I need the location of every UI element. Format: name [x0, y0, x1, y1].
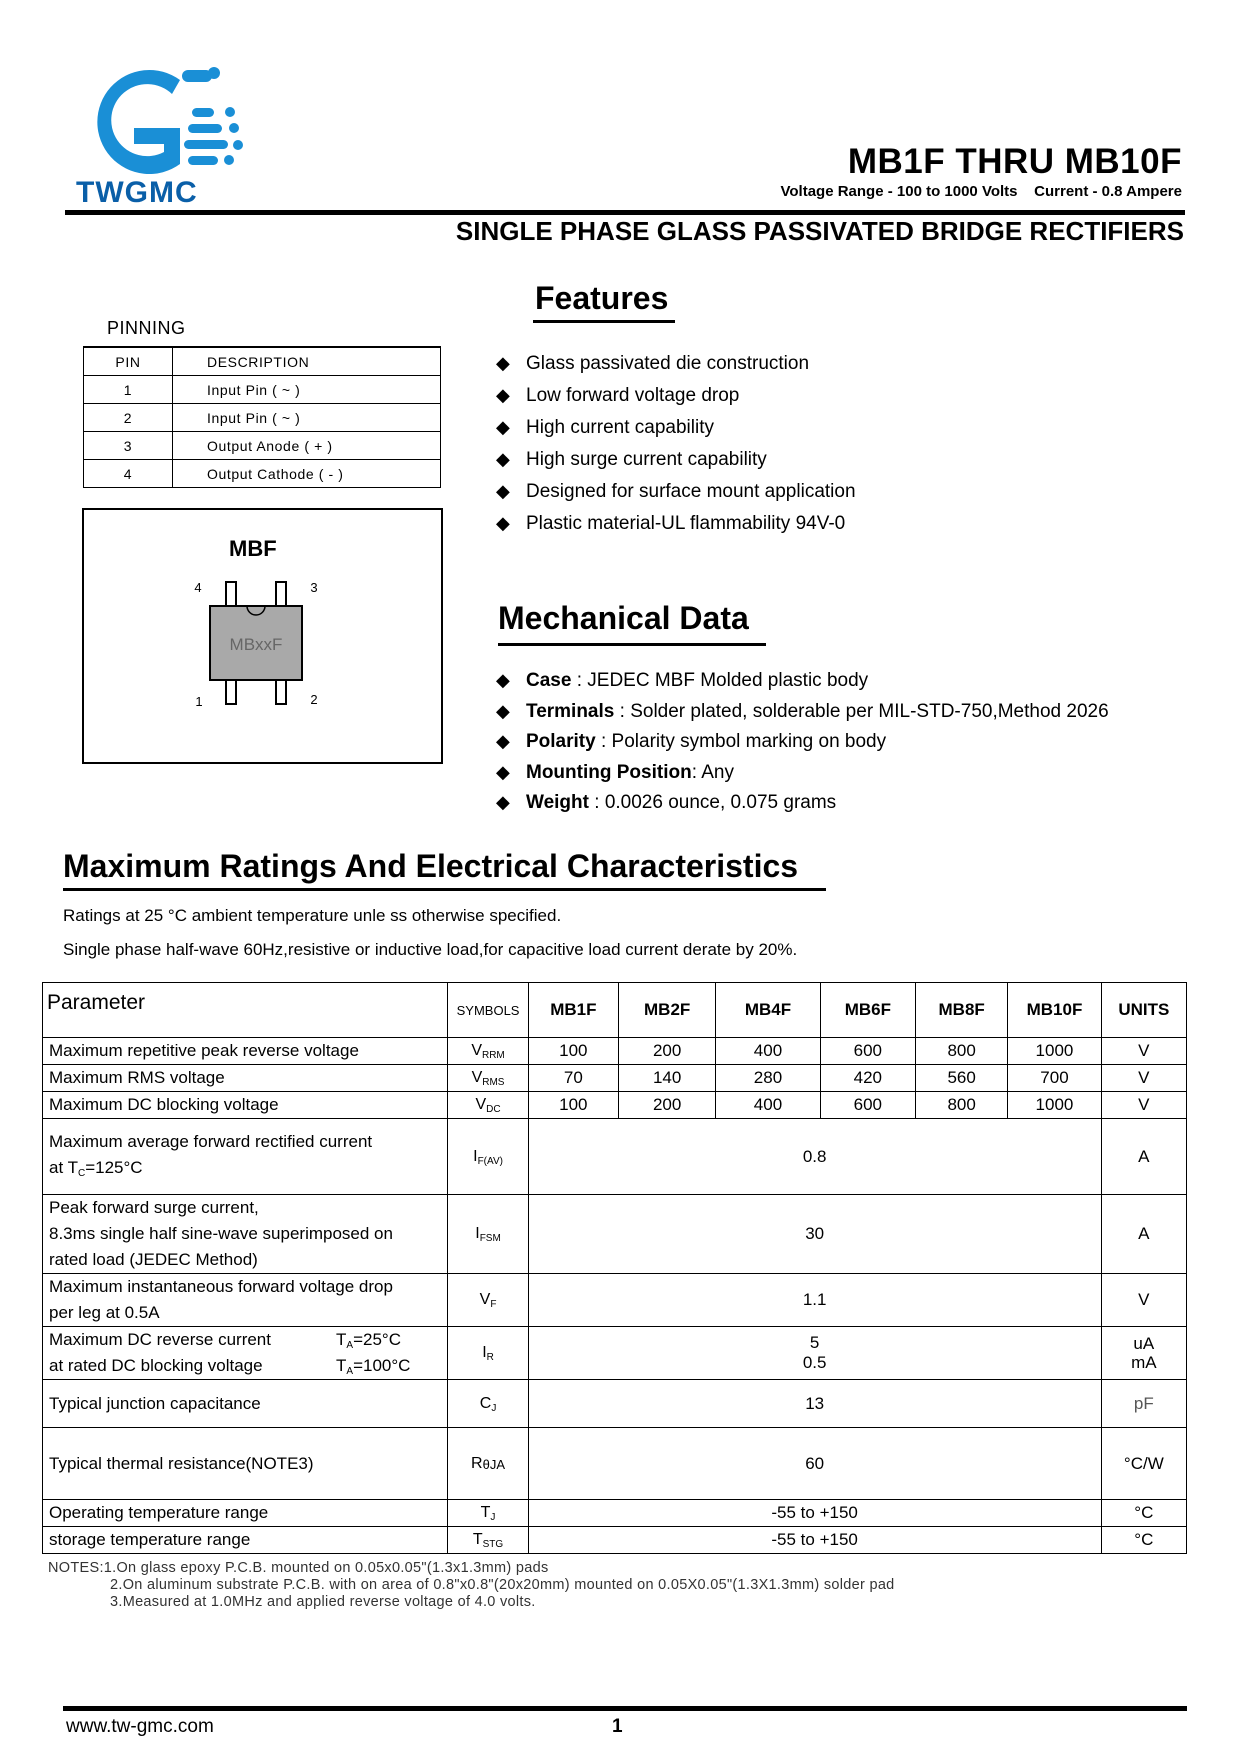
- value-cell: 600: [820, 1038, 915, 1065]
- pinning-header-row: [84, 347, 441, 376]
- value-cell: 100: [528, 1038, 618, 1065]
- model-header: MB10F: [1008, 983, 1101, 1038]
- mech-text: JEDEC MBF Molded plastic body: [587, 670, 869, 691]
- unit-cell: V: [1101, 1274, 1186, 1327]
- table-row: [43, 1038, 1187, 1065]
- param-text: at T: [49, 1158, 78, 1177]
- symbol-main: I: [482, 1344, 487, 1361]
- list-item: [496, 669, 1109, 700]
- mechanical-list: [496, 669, 1109, 822]
- unit-cell: °C: [1101, 1527, 1186, 1554]
- package-title: MBF: [229, 536, 277, 561]
- diamond-bullet-icon: ◆: [496, 700, 510, 721]
- description-header: DESCRIPTION: [173, 347, 441, 376]
- symbol-cell: [448, 1119, 528, 1195]
- mech-label: Terminals: [526, 700, 615, 722]
- feature-text: High surge current capability: [526, 449, 767, 470]
- cond-sub: A: [346, 1340, 354, 1351]
- param-cell: [43, 1195, 448, 1274]
- symbol-cell: [448, 1038, 528, 1065]
- param-line: Maximum instantaneous forward voltage drop: [49, 1277, 393, 1296]
- cond-text: T: [336, 1356, 347, 1375]
- footer-website[interactable]: www.tw-gmc.com: [66, 1716, 214, 1737]
- model-header: MB8F: [916, 983, 1008, 1038]
- list-item: [496, 480, 856, 512]
- value-line: 0.5: [802, 1353, 827, 1372]
- symbol-cell: [448, 1195, 528, 1274]
- company-logo: [68, 60, 248, 210]
- features-list: [496, 352, 856, 544]
- mech-sep: :: [595, 731, 612, 752]
- symbol-sub: RRM: [481, 1050, 505, 1061]
- value-cell: 560: [916, 1065, 1008, 1092]
- diamond-bullet-icon: ◆: [496, 670, 510, 690]
- mech-text: 0.0026 ounce, 0.075 grams: [604, 792, 837, 813]
- symbol-sub: R: [486, 1352, 494, 1363]
- param-sub: C: [77, 1168, 86, 1179]
- param-condition: [336, 1353, 410, 1382]
- footnotes: [48, 1560, 895, 1611]
- pin-description: Output Cathode ( - ): [173, 460, 441, 488]
- symbol-main: T: [472, 1531, 483, 1548]
- pin-header: PIN: [84, 347, 173, 376]
- table-row: [84, 432, 441, 460]
- features-underline: [533, 320, 675, 323]
- param-line: [49, 1327, 447, 1353]
- list-item: [496, 448, 856, 480]
- mech-label: Case: [526, 670, 572, 691]
- table-row: [43, 1274, 1187, 1327]
- mech-text: Solder plated, solderable per MIL-STD-750,Method 2026: [630, 700, 1109, 722]
- value-cell: 280: [716, 1065, 820, 1092]
- param-line: rated load (JEDEC Method): [49, 1250, 258, 1269]
- value-cell: 800: [916, 1038, 1008, 1065]
- part-title: MB1F THRU MB10F: [847, 142, 1182, 181]
- units-header: UNITS: [1101, 983, 1186, 1038]
- param-line: Peak forward surge current,: [49, 1198, 259, 1217]
- diamond-bullet-icon: ◆: [496, 385, 510, 405]
- pin-label-1: 1: [195, 694, 203, 709]
- symbol-main: R: [471, 1454, 483, 1472]
- ratings-note-1: Ratings at 25 °C ambient temperature unle ss otherwise specified.: [63, 906, 562, 925]
- value-cell: 1000: [1008, 1038, 1101, 1065]
- pin-label-3: 3: [310, 580, 318, 595]
- feature-text: Low forward voltage drop: [526, 385, 740, 406]
- symbol-sub: J: [491, 1402, 497, 1414]
- list-item: [496, 700, 1109, 731]
- table-header-row: [43, 983, 1187, 1038]
- feature-text: Designed for surface mount application: [526, 481, 856, 502]
- param-cell: Typical junction capacitance: [43, 1380, 448, 1428]
- value-cell: 30: [528, 1195, 1101, 1274]
- pinning-label: PINNING: [107, 318, 186, 338]
- unit-line: uA: [1133, 1334, 1155, 1353]
- mech-label: Weight: [526, 792, 589, 813]
- param-cell: [43, 1327, 448, 1380]
- param-cell: [43, 1274, 448, 1327]
- unit-cell: V: [1101, 1092, 1186, 1119]
- characteristics-table: [42, 982, 1187, 1554]
- value-cell: [528, 1327, 1101, 1380]
- unit-cell: °C: [1101, 1500, 1186, 1527]
- mech-label: Polarity: [526, 731, 596, 752]
- param-cell: Maximum repetitive peak reverse voltage: [43, 1038, 448, 1065]
- model-header: MB4F: [716, 983, 820, 1038]
- list-item: [496, 352, 856, 384]
- param-line: 8.3ms single half sine-wave superimposed on: [49, 1224, 393, 1243]
- ratings-title: Maximum Ratings And Electrical Characteristics: [63, 848, 799, 884]
- value-cell: 140: [618, 1065, 715, 1092]
- value-cell: -55 to +150: [528, 1527, 1101, 1554]
- diamond-bullet-icon: ◆: [496, 449, 510, 469]
- value-cell: 1000: [1008, 1092, 1101, 1119]
- footnote-3: 3.Measured at 1.0MHz and applied reverse voltage of 4.0 volts.: [110, 1594, 536, 1610]
- parameter-header: Parameter: [43, 983, 448, 1038]
- value-cell: 400: [716, 1038, 820, 1065]
- list-item: [496, 761, 1109, 792]
- list-item: [496, 512, 856, 544]
- list-item: [496, 791, 1109, 822]
- logo-graphic: [68, 60, 248, 210]
- unit-line: mA: [1131, 1353, 1157, 1372]
- mech-sep: :: [691, 761, 702, 783]
- param-text: Maximum DC reverse current: [49, 1330, 271, 1349]
- page-number: 1: [612, 1716, 623, 1737]
- table-row: [43, 1428, 1187, 1500]
- symbol-sub: θJA: [482, 1456, 506, 1472]
- table-row: [84, 376, 441, 404]
- ratings-underline: [63, 888, 826, 891]
- ratings-note-2: Single phase half-wave 60Hz,resistive or inductive load,for capacitive load current derate by 20%.: [63, 940, 798, 959]
- symbol-cell: [448, 1500, 528, 1527]
- param-condition: [336, 1327, 401, 1356]
- diamond-bullet-icon: ◆: [496, 761, 510, 782]
- diamond-bullet-icon: ◆: [496, 353, 510, 373]
- cond-text: =100°C: [353, 1356, 411, 1375]
- table-row: [43, 1327, 1187, 1380]
- param-cell: Maximum DC blocking voltage: [43, 1092, 448, 1119]
- param-cell: [43, 1119, 448, 1195]
- unit-cell: [1101, 1327, 1186, 1380]
- package-marking: MBxxF: [229, 635, 283, 654]
- value-cell: 420: [820, 1065, 915, 1092]
- symbol-sub: J: [490, 1512, 496, 1523]
- table-row: [43, 1500, 1187, 1527]
- symbol-main: T: [480, 1504, 491, 1521]
- table-row: [43, 1092, 1187, 1119]
- value-cell: 200: [618, 1092, 715, 1119]
- symbol-cell: [448, 1527, 528, 1554]
- value-cell: 400: [716, 1092, 820, 1119]
- value-cell: 70: [528, 1065, 618, 1092]
- table-row: [43, 1119, 1187, 1195]
- table-row: [43, 1195, 1187, 1274]
- symbol-sub: DC: [486, 1104, 501, 1115]
- symbol-sub: FSM: [479, 1233, 501, 1244]
- symbols-header: SYMBOLS: [448, 983, 528, 1038]
- value-cell: 700: [1008, 1065, 1101, 1092]
- unit-cell: V: [1101, 1065, 1186, 1092]
- param-cell: Maximum RMS voltage: [43, 1065, 448, 1092]
- pinning-table: [83, 346, 441, 488]
- table-row: [84, 460, 441, 488]
- symbol-main: C: [479, 1394, 492, 1412]
- symbol-sub: RMS: [482, 1077, 505, 1088]
- symbol-cell: [448, 1428, 528, 1500]
- value-cell: 60: [528, 1428, 1101, 1500]
- value-cell: 13: [528, 1380, 1101, 1428]
- unit-cell: A: [1101, 1119, 1186, 1195]
- list-item: [496, 416, 856, 448]
- value-cell: 1.1: [528, 1274, 1101, 1327]
- footer-rule: [63, 1706, 1187, 1711]
- unit-cell: V: [1101, 1038, 1186, 1065]
- cond-text: T: [336, 1330, 347, 1349]
- footnote-2: 2.On aluminum substrate P.C.B. with on area of 0.8"x0.8"(20x20mm) mounted on 0.05X0.05"(1.3X1.3mm) solder pad: [110, 1577, 895, 1593]
- feature-text: High current capability: [526, 417, 714, 438]
- param-text: =125°C: [85, 1158, 143, 1177]
- param-line: Maximum average forward rectified current: [49, 1132, 373, 1151]
- list-item: [496, 730, 1109, 761]
- features-title: Features: [535, 280, 669, 316]
- product-banner: SINGLE PHASE GLASS PASSIVATED BRIDGE RECTIFIERS: [455, 216, 1184, 246]
- part-subtitle: Voltage Range - 100 to 1000 Volts Current - 0.8 Ampere: [780, 183, 1182, 200]
- value-cell: 600: [820, 1092, 915, 1119]
- mechanical-underline: [498, 643, 766, 646]
- symbol-main: V: [479, 1291, 491, 1308]
- feature-text: Glass passivated die construction: [526, 353, 810, 374]
- unit-cell: A: [1101, 1195, 1186, 1274]
- mech-text: Any: [701, 761, 734, 783]
- cond-sub: A: [346, 1366, 354, 1377]
- diamond-bullet-icon: ◆: [496, 792, 510, 812]
- value-cell: 0.8: [528, 1119, 1101, 1195]
- symbol-main: V: [471, 1069, 483, 1086]
- symbol-cell: [448, 1327, 528, 1380]
- model-header: MB1F: [528, 983, 618, 1038]
- pin-number: 3: [84, 432, 173, 460]
- symbol-main: V: [475, 1096, 487, 1113]
- symbol-sub: F(AV): [477, 1155, 503, 1167]
- unit-cell: °C/W: [1101, 1428, 1186, 1500]
- diamond-bullet-icon: ◆: [496, 731, 510, 751]
- param-line: [49, 1353, 447, 1379]
- pin-number: 1: [84, 376, 173, 404]
- symbol-sub: STG: [482, 1539, 504, 1550]
- table-row: [43, 1527, 1187, 1554]
- table-row: [84, 404, 441, 432]
- param-cell: storage temperature range: [43, 1527, 448, 1554]
- header-rule: [65, 210, 1185, 215]
- mech-sep: :: [614, 700, 631, 722]
- symbol-cell: [448, 1092, 528, 1119]
- symbol-sub: F: [490, 1299, 497, 1310]
- diamond-bullet-icon: ◆: [496, 481, 510, 501]
- symbol-main: V: [471, 1042, 482, 1059]
- param-cell: Operating temperature range: [43, 1500, 448, 1527]
- mechanical-title: Mechanical Data: [498, 600, 749, 636]
- pin-description: Output Anode ( + ): [173, 432, 441, 460]
- diamond-bullet-icon: ◆: [496, 417, 510, 437]
- pin-description: Input Pin ( ~ ): [173, 404, 441, 432]
- symbol-cell: [448, 1274, 528, 1327]
- table-row: [43, 1380, 1187, 1428]
- value-cell: 200: [618, 1038, 715, 1065]
- value-cell: 100: [528, 1092, 618, 1119]
- param-line: [49, 1155, 447, 1184]
- pin-number: 4: [84, 460, 173, 488]
- mech-label: Mounting Position: [526, 761, 692, 783]
- model-header: MB6F: [820, 983, 915, 1038]
- svg-text:TWGMC: TWGMC: [76, 176, 198, 209]
- cond-text: =25°C: [353, 1330, 401, 1349]
- param-line: per leg at 0.5A: [49, 1303, 160, 1322]
- value-line: 5: [809, 1333, 820, 1352]
- feature-text: Plastic material-UL flammability 94V-0: [526, 513, 846, 534]
- param-text: at rated DC blocking voltage: [49, 1356, 263, 1375]
- mech-text: Polarity symbol marking on body: [611, 731, 887, 752]
- list-item: [496, 384, 856, 416]
- mech-sep: :: [571, 670, 588, 691]
- model-header: MB2F: [618, 983, 715, 1038]
- symbol-cell: [448, 1065, 528, 1092]
- table-row: [43, 1065, 1187, 1092]
- value-cell: -55 to +150: [528, 1500, 1101, 1527]
- package-drawing: [82, 508, 443, 764]
- symbol-cell: [448, 1380, 528, 1428]
- value-cell: 800: [916, 1092, 1008, 1119]
- unit-cell: pF: [1101, 1380, 1186, 1428]
- pin-number: 2: [84, 404, 173, 432]
- diamond-bullet-icon: ◆: [496, 513, 510, 533]
- pin-description: Input Pin ( ~ ): [173, 376, 441, 404]
- pin-label-4: 4: [194, 580, 202, 595]
- pin-label-2: 2: [310, 692, 318, 707]
- footnote-1: NOTES:1.On glass epoxy P.C.B. mounted on 0.05x0.05"(1.3x1.3mm) pads: [48, 1560, 549, 1576]
- mech-sep: :: [588, 792, 605, 813]
- symbol-main: I: [475, 1225, 480, 1242]
- symbol-main: I: [473, 1147, 478, 1165]
- param-cell: Typical thermal resistance(NOTE3): [43, 1428, 448, 1500]
